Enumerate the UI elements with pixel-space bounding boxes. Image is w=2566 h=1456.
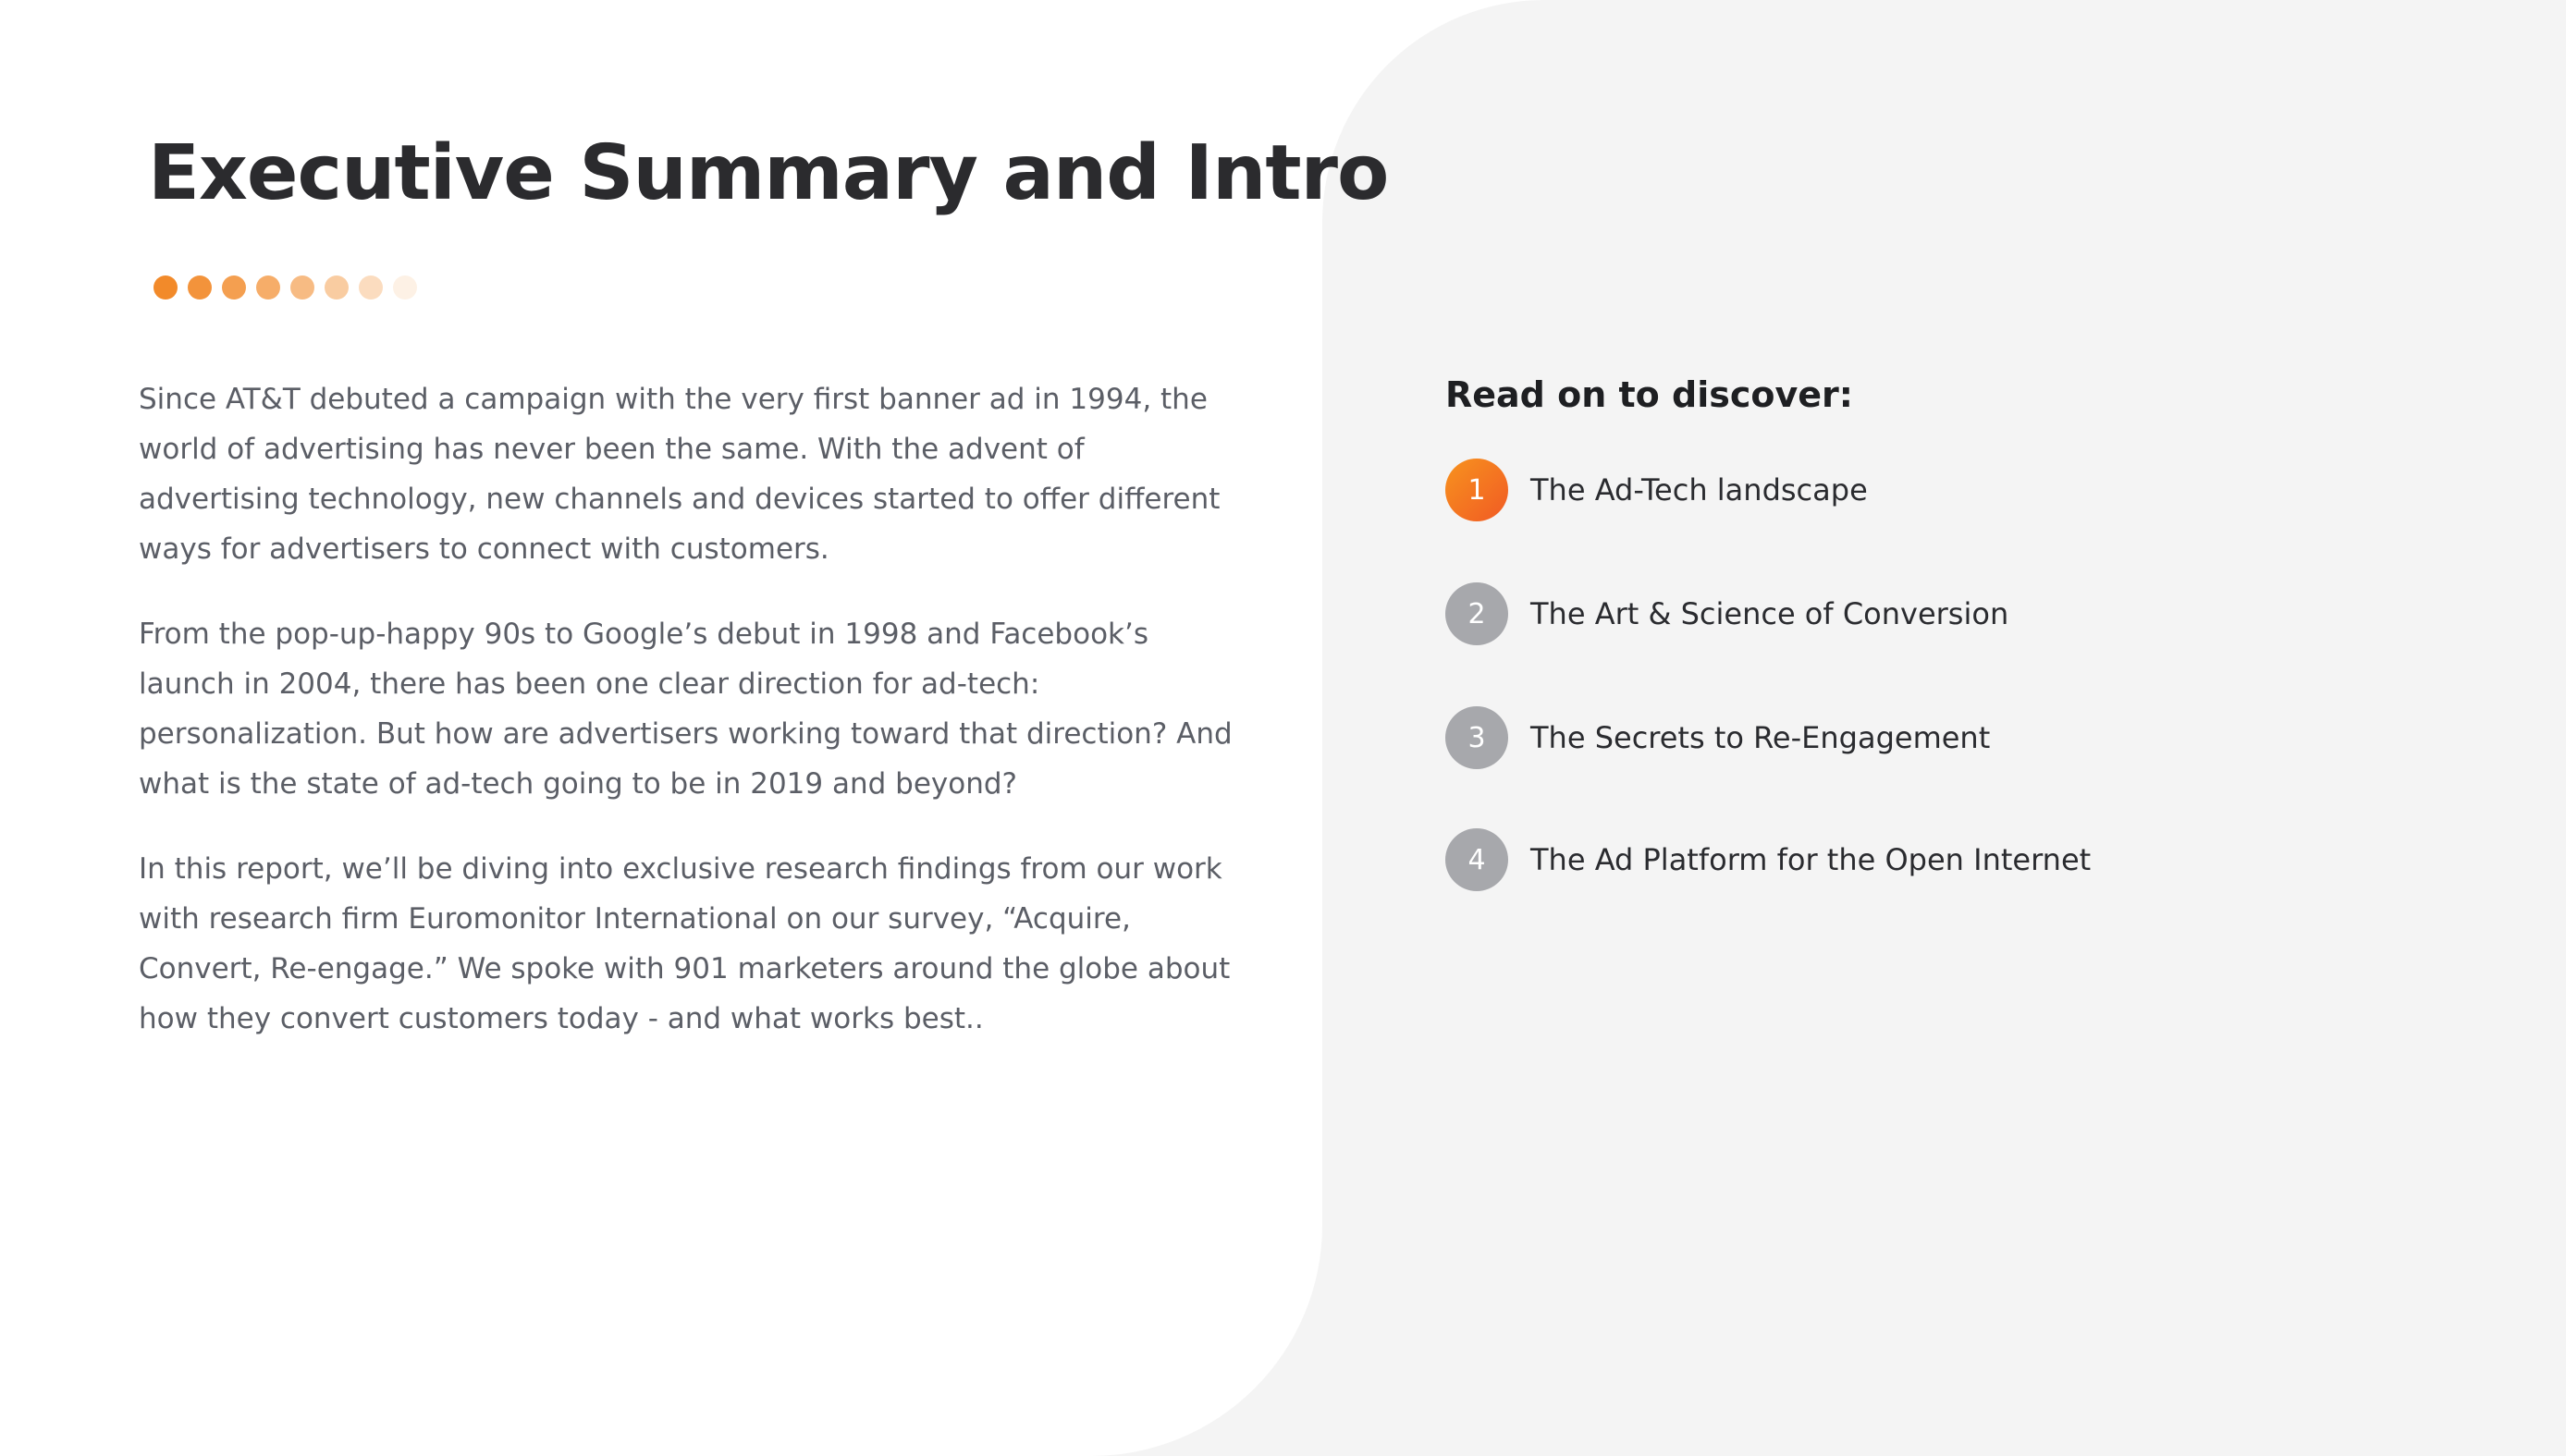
toc-item-label: The Secrets to Re-Engagement <box>1530 720 1991 755</box>
dot-icon <box>290 275 314 300</box>
intro-paragraph: Since AT&T debuted a campaign with the very first banner ad in 1994, the world of advertising has never been the same. With the advent of advertising technology, new channels and devices started to offer different ways for advertisers to connect with customers. <box>139 383 1221 566</box>
dot-icon <box>153 275 178 300</box>
toc-item-label: The Ad-Tech landscape <box>1530 472 1868 508</box>
decorative-dots <box>153 275 417 300</box>
toc-item-ad-platform-open-internet[interactable] <box>1445 827 2091 892</box>
intro-paragraph: In this report, we’ll be diving into exclusive research findings from our work with research firm Euromonitor International on our survey, “Acquire, Convert, Re-engage.” We spoke with 901 marketers around the globe about how they convert customers today - and what works best.. <box>139 852 1231 1035</box>
toc-item-label: The Ad Platform for the Open Internet <box>1530 842 2092 877</box>
toc-number-badge: 1 <box>1445 459 1508 521</box>
dot-icon <box>393 275 417 300</box>
toc-number-badge: 3 <box>1445 706 1508 769</box>
dot-icon <box>325 275 349 300</box>
dot-icon <box>359 275 383 300</box>
dot-icon <box>188 275 212 300</box>
toc-item-art-science-conversion[interactable] <box>1445 581 2091 646</box>
toc-item-ad-tech-landscape[interactable] <box>1445 458 2091 522</box>
intro-body <box>139 374 1248 1079</box>
toc-item-secrets-re-engagement[interactable] <box>1445 705 2091 770</box>
toc-number-badge: 4 <box>1445 828 1508 891</box>
dot-icon <box>222 275 246 300</box>
toc-heading: Read on to discover: <box>1445 374 1853 415</box>
toc-item-label: The Art & Science of Conversion <box>1530 596 2009 631</box>
page-title: Executive Summary and Intro <box>148 129 1389 217</box>
table-of-contents <box>1445 374 2091 951</box>
intro-paragraph: From the pop-up-happy 90s to Google’s debut in 1998 and Facebook’s launch in 2004, there has been one clear direction for ad-tech: personalization. But how are advertisers working toward that direction? And what is the state of ad-tech going to be in 2019 and beyond? <box>139 618 1233 801</box>
toc-list <box>1445 458 2091 892</box>
toc-number-badge: 2 <box>1445 582 1508 645</box>
dot-icon <box>256 275 280 300</box>
